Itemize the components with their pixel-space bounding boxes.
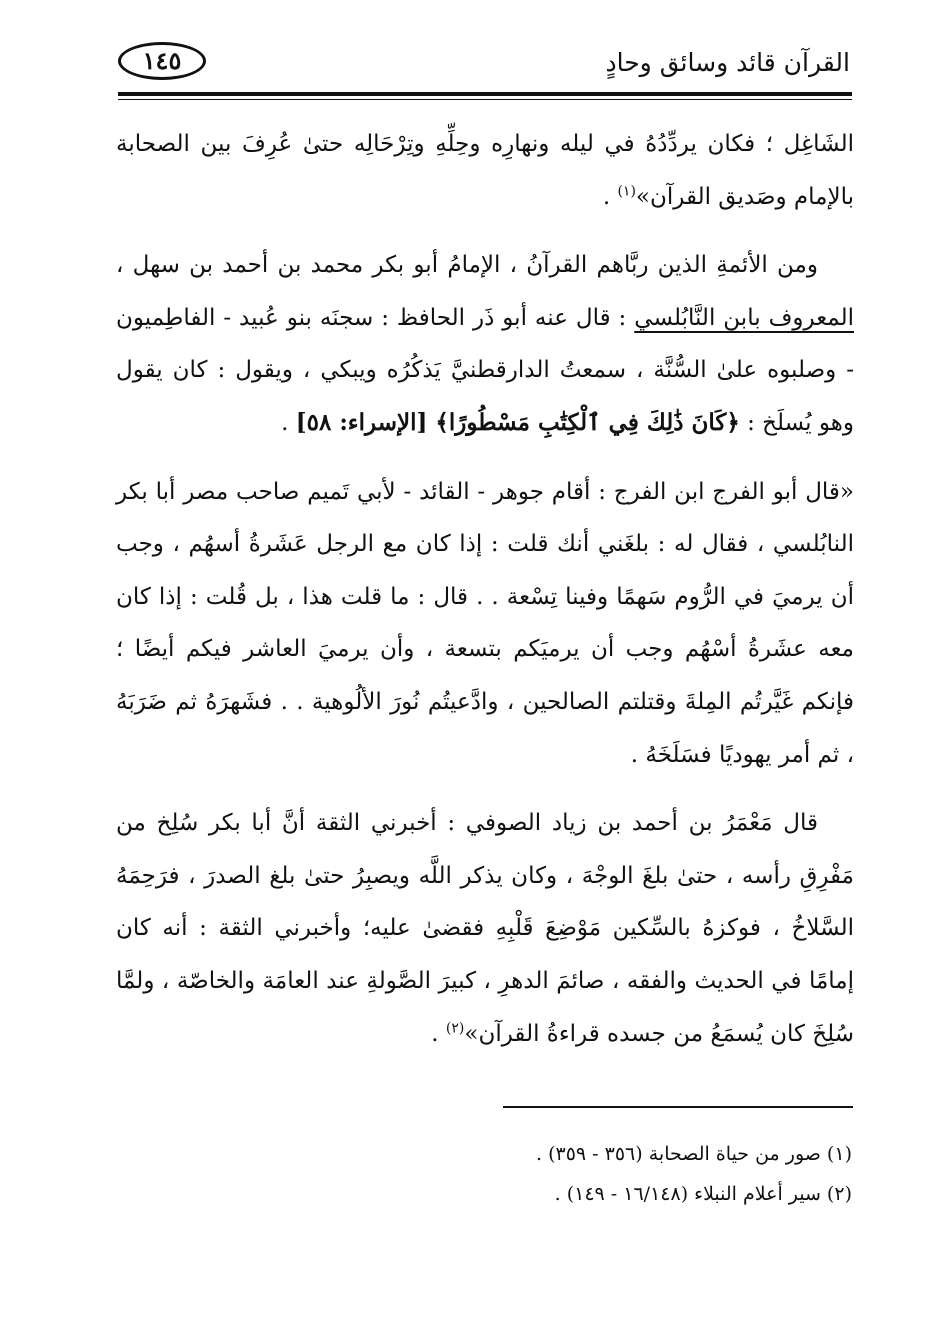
paragraph-1 [116, 118, 854, 223]
page-number-badge: ١٤٥ [118, 42, 206, 80]
underlined-name: المعروف بابن النَّابُلسي [634, 304, 855, 331]
footnote-ref-2: (٢) [445, 1019, 465, 1036]
paragraph-3 [116, 466, 854, 782]
paragraph-4 [116, 797, 854, 1060]
main-text [116, 118, 854, 1076]
paragraph-2-after: : قال عنه أبو ذَر الحافظ : سجنَه بنو عُبيد - الفاطِميون - وصلبوه علىٰ السُّنَّة ، سمعتُ الدارقطنيَّ يَذكُرُه ويبكي ، ويقول : كان يقول وهو يُسلَخ : [116, 304, 854, 436]
paragraph-1-text: الشَاغِل ؛ فكان يردِّدُهُ في ليله ونهارِه وحِلِّهِ وتِرْحَالِه حتىٰ عُرِفَ بين الصحابة بالإمام وصَديق القرآن» [116, 131, 854, 210]
paragraph-4-text: قال مَعْمَرُ بن أحمد بن زياد الصوفي : أخبرني الثقة أنَّ أبا بكر سُلِخ من مَفْرِقِ رأسه ، حتىٰ بلغَ الوجْهَ ، وكان يذكر اللَّه ويصبِرُ حتىٰ بلغ الصدرَ ، فرَحِمَهُ السَّلاخُ ، فوكزهُ بالسِّكين مَوْضِعَ قَلْبِهِ فقضىٰ عليه؛ وأخبرني الثقة : أنه كان إمامًا في الحديث والفقه ، صائمَ الدهرِ ، كبيرَ الصَّولةِ عند العامَة والخاصّة ، ولمَّا سُلِخَ كان يُسمَعُ من جسده قراءةُ القرآن» [116, 810, 854, 1047]
quran-verse: ﴿كَانَ ذَٰلِكَ فِي ٱلْكِتَٰبِ مَسْطُورًا﴾ [الإسراء: ٥٨] [295, 408, 740, 436]
paragraph-2 [116, 239, 854, 449]
header-rule-thick [118, 92, 852, 96]
footnotes [300, 1134, 852, 1214]
header-rule-thin [118, 99, 852, 100]
paragraph-4-tail: . [431, 1020, 446, 1047]
paragraph-2-tail: . [281, 409, 296, 436]
footnote-ref-1: (١) [617, 182, 636, 199]
running-title: القرآن قائد وسائق وحادٍ [605, 48, 850, 77]
paragraph-1-tail: . [602, 183, 618, 210]
paragraph-2-before: ومن الأئمةِ الذين ربَّاهم القرآنُ ، الإمامُ أبو بكر محمد بن أحمد بن سهل ، [116, 252, 818, 279]
footnote-separator [503, 1106, 853, 1108]
page-header [118, 38, 850, 90]
footnote-2: (٢) سير أعلام النبلاء (١٦/١٤٨ - ١٤٩) . [554, 1183, 852, 1205]
footnote-1: (١) صور من حياة الصحابة (٣٥٦ - ٣٥٩) . [536, 1143, 852, 1165]
paragraph-3-text: «قال أبو الفرج ابن الفرج : أقام جوهر - القائد - لأبي تَميم صاحب مصر أبا بكر النابُلسي ، فقال له : بلغَني أنك قلت : إذا كان مع الرجل عَشَرةُ أسهُم ، وجب أن يرميَ في الرُّوم سَهمًا وفينا تِسْعة . . قال : ما قلت هذا ، بل قُلت : إذا كان معه عشَرةُ أسْهُم وجب أن يرميَكم بتسعة ، وأن يرميَ العاشر فيكم أيضًا ؛ فإنكم غَيَّرتُم المِلةَ وقتلتم الصالحين ، وادَّعيتُم نُورَ الألُوهية . . فشَهرَهُ ثم ضَرَبَهُ ، ثم أمر يهوديًا فسَلَخَهُ . [116, 478, 854, 768]
